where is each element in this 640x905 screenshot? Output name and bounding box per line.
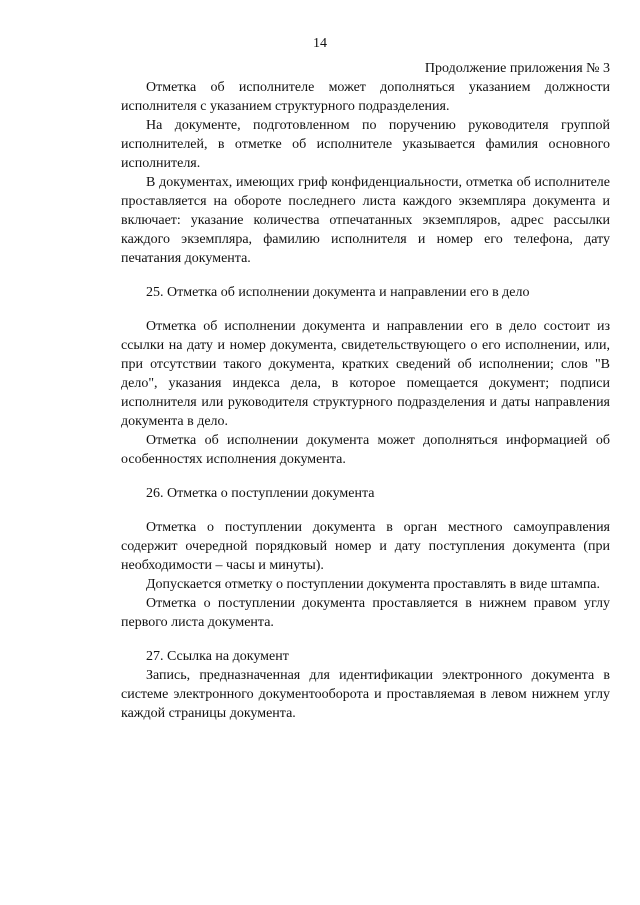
section-26-heading: 26. Отметка о поступлении документа: [146, 486, 375, 501]
section-27-heading: 27. Ссылка на документ: [146, 649, 289, 664]
section-27-paragraph-1: Запись, предназначенная для идентификации электронного документа в системе электронного документооборота и проставляемая в левом нижнем углу каждой страницы документа.: [121, 668, 610, 721]
section-gap: [121, 632, 610, 647]
section-26-paragraph-1: Отметка о поступлении документа в орган местного самоуправления содержит очередной порядковый номер и дату поступления документа (при необходимости – часы и минуты).: [121, 520, 610, 573]
section-gap: [121, 503, 610, 518]
section-26-paragraph-2: Допускается отметку о поступлении документа проставлять в виде штампа.: [146, 577, 601, 592]
section-25-paragraph-1: Отметка об исполнении документа и направлении его в дело состоит из ссылки на дату и номер документа, свидетельствующего о его исполнении, или, при отсутствии такого документа, кратких сведений об исполнении; слов "В дело", указания индекса дела, в которое помещается документ; подписи исполнителя или руководителя структурного подразделения и даты направления документа в дело.: [121, 319, 610, 429]
paragraph-confidential: В документах, имеющих гриф конфиденциальности, отметка об исполнителе проставляется на обороте последнего листа каждого экземпляра документа и включает: указание количества отпечатанных экземпляров, адрес рассылки каждого экземпляра, фамилию исполнителя и номер его телефона, дату печатания документа.: [121, 175, 610, 266]
document-body: [121, 78, 610, 723]
section-25-heading: 25. Отметка об исполнении документа и направлении его в дело: [146, 285, 530, 300]
section-gap: [121, 469, 610, 484]
section-25-paragraph-2: Отметка об исполнении документа может дополняться информацией об особенностях исполнения документа.: [121, 433, 610, 467]
paragraph-executor-group: На документе, подготовленном по поручению руководителя группой исполнителей, в отметке об исполнителе указывается фамилия основного исполнителя.: [121, 118, 610, 171]
page-number: 14: [313, 36, 327, 51]
section-26-paragraph-3: Отметка о поступлении документа проставляется в нижнем правом углу первого листа документа.: [121, 596, 610, 630]
section-gap: [121, 268, 610, 283]
appendix-continuation-label: Продолжение приложения № 3: [424, 61, 610, 76]
paragraph-executor-position: Отметка об исполнителе может дополняться указанием должности исполнителя с указанием структурного подразделения.: [121, 80, 610, 114]
section-gap: [121, 302, 610, 317]
